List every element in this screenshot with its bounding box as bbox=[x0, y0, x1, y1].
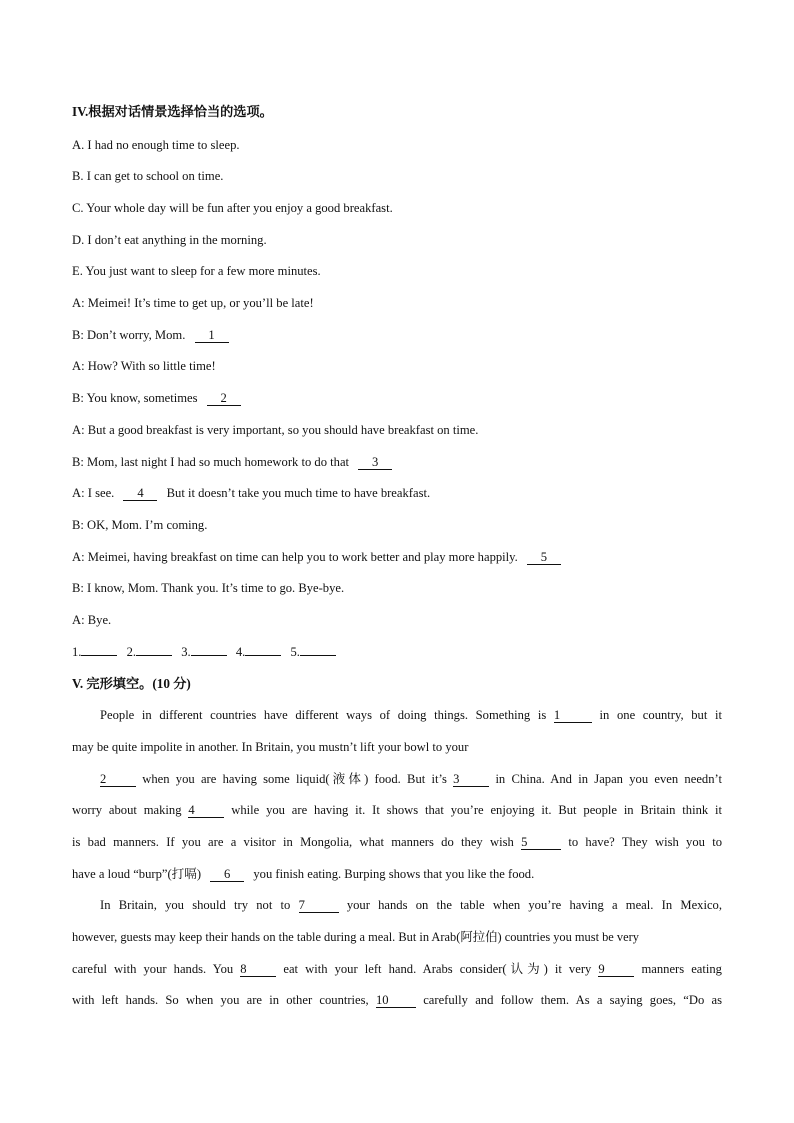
option-a: A. I had no enough time to sleep. bbox=[72, 138, 240, 152]
section-4-heading: IV.根据对话情景选择恰当的选项。 bbox=[72, 104, 273, 119]
blank-8: 8 bbox=[240, 963, 276, 977]
blank-5: 5 bbox=[527, 551, 561, 565]
option-e: E. You just want to sleep for a few more minutes. bbox=[72, 264, 321, 278]
passage-line: may be quite impolite in another. In Britain, you mustn’t lift your bowl to your bbox=[72, 740, 469, 754]
blank-4: 4 bbox=[123, 487, 157, 501]
blank-7: 7 bbox=[299, 899, 339, 913]
option-b: B. I can get to school on time. bbox=[72, 169, 224, 183]
dialogue-line: B: You know, sometimes 2 bbox=[72, 390, 241, 406]
dialogue-line: B: OK, Mom. I’m coming. bbox=[72, 518, 208, 532]
blank-1: 1 bbox=[195, 329, 229, 343]
blank-2: 2 bbox=[100, 773, 136, 787]
option-d: D. I don’t eat anything in the morning. bbox=[72, 233, 267, 247]
blank-2: 2 bbox=[207, 392, 241, 406]
dialogue-line: B: Don’t worry, Mom. 1 bbox=[72, 327, 229, 343]
blank-6: 6 bbox=[210, 868, 244, 882]
answer-blank[interactable] bbox=[136, 655, 172, 656]
passage-line: with left hands. So when you are in other countries, 10 carefully and follow them. As a saying goes, “Do as bbox=[72, 993, 722, 1007]
blank-1: 1 bbox=[554, 709, 592, 723]
blank-5: 5 bbox=[521, 836, 561, 850]
dialogue-line: A: How? With so little time! bbox=[72, 359, 216, 373]
answer-blank[interactable] bbox=[245, 655, 281, 656]
dialogue-line: B: I know, Mom. Thank you. It’s time to go. Bye-bye. bbox=[72, 581, 345, 595]
passage-line: People in different countries have different ways of doing things. Something is 1 in one country, but it bbox=[100, 708, 722, 722]
blank-3: 3 bbox=[453, 773, 489, 787]
section-5-heading: V. 完形填空。(10 分) bbox=[72, 676, 191, 691]
dialogue-line: A: I see. 4 But it doesn’t take you much time to have breakfast. bbox=[72, 486, 431, 500]
answer-blank[interactable] bbox=[81, 655, 117, 656]
blank-10: 10 bbox=[376, 994, 416, 1008]
dialogue-line: A: Meimei, having breakfast on time can help you to work better and play more happily. 5 bbox=[72, 549, 561, 565]
dialogue-line: A: Bye. bbox=[72, 613, 112, 627]
dialogue-line: A: Meimei! It’s time to get up, or you’ll be late! bbox=[72, 296, 314, 310]
answer-blank[interactable] bbox=[191, 655, 227, 656]
option-c: C. Your whole day will be fun after you enjoy a good breakfast. bbox=[72, 201, 393, 215]
blank-9: 9 bbox=[598, 963, 634, 977]
passage-line: careful with your hands. You 8 eat with your left hand. Arabs consider(认为) it very 9 manners eating bbox=[72, 962, 722, 976]
passage-line: is bad manners. If you are a visitor in Mongolia, what manners do they wish 5 to have? They wish you to bbox=[72, 835, 722, 849]
blank-4: 4 bbox=[188, 804, 224, 818]
passage-line: however, guests may keep their hands on the table during a meal. But in Arab(阿拉伯) countries you must be very bbox=[72, 930, 639, 944]
dialogue-line: A: But a good breakfast is very important, so you should have breakfast on time. bbox=[72, 423, 479, 437]
passage-line: 2 when you are having some liquid(液体) food. But it’s 3 in China. And in Japan you even needn’t bbox=[100, 772, 722, 786]
passage-line: worry about making 4 while you are having it. It shows that you’re enjoying it. But people in Britain think it bbox=[72, 803, 723, 817]
blank-3: 3 bbox=[358, 456, 392, 470]
answer-line: 1. 2. 3. 4. 5. bbox=[72, 644, 336, 660]
dialogue-line: B: Mom, last night I had so much homework to do that 3 bbox=[72, 454, 392, 470]
answer-blank[interactable] bbox=[300, 655, 336, 656]
passage-line: In Britain, you should try not to 7 your hands on the table when you’re having a meal. In Mexico, bbox=[100, 898, 722, 912]
passage-line: have a loud “burp”(打嗝) 6 you finish eating. Burping shows that you like the food. bbox=[72, 867, 535, 881]
